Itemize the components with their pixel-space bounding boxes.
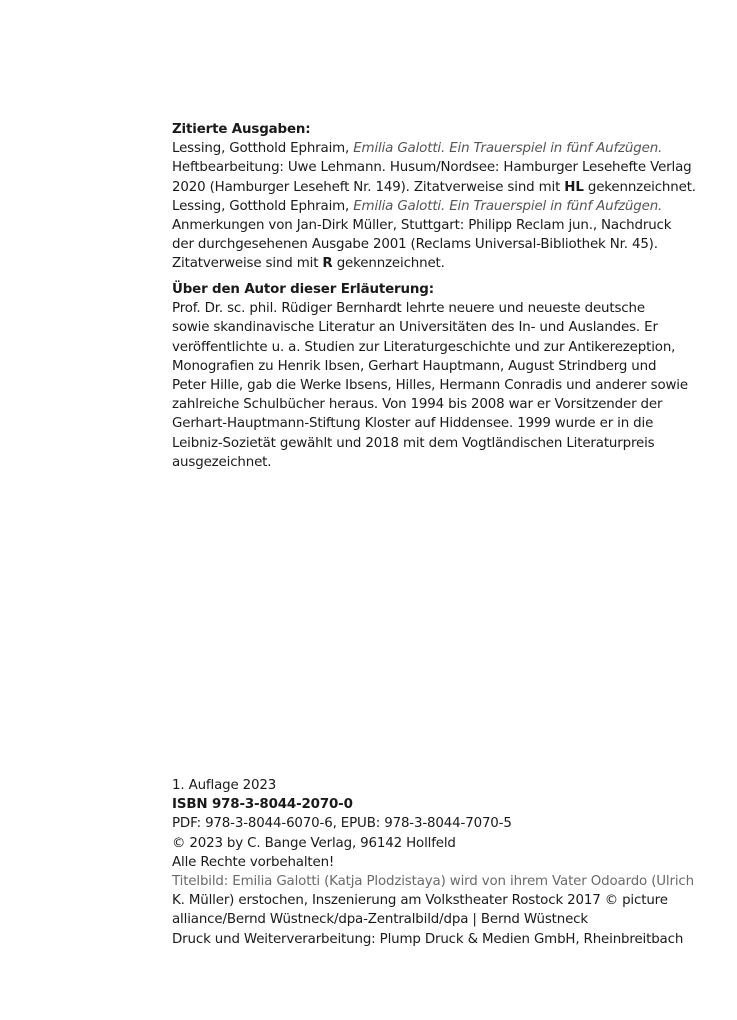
about-author-heading: Über den Autor dieser Erläuterung: bbox=[172, 282, 434, 297]
author-bio-line: Monografien zu Henrik Ibsen, Gerhart Hauptmann, August Strindberg und bbox=[172, 358, 657, 374]
citation-2-code: R bbox=[322, 256, 333, 272]
author-bio-line: Peter Hille, gab die Werke Ibsens, Hilles, Hermann Conradis und anderer sowie bbox=[172, 378, 688, 394]
about-author-section bbox=[172, 280, 692, 472]
citation-2-title: Emilia Galotti. Ein Trauerspiel in fünf Aufzügen. bbox=[353, 198, 663, 214]
citation-1-line-1 bbox=[172, 139, 692, 158]
author-bio-line: zahlreiche Schulbücher heraus. Von 1994 bis 2008 war er Vorsitzender der bbox=[172, 397, 663, 413]
citation-2-note-post: gekennzeichnet. bbox=[332, 256, 445, 272]
citation-1-note-post: gekennzeichnet. bbox=[583, 179, 696, 195]
cover-credit-line: alliance/Bernd Wüstneck/dpa-Zentralbild/dpa | Bernd Wüstneck bbox=[172, 912, 588, 928]
author-bio-line: ausgezeichnet. bbox=[172, 454, 272, 470]
cover-credit-line: Titelbild: Emilia Galotti (Katja Plodzistaya) wird von ihrem Vater Odoardo (Ulrich bbox=[172, 874, 694, 890]
citation-1-title: Emilia Galotti. Ein Trauerspiel in fünf Aufzügen. bbox=[353, 141, 663, 157]
cited-editions-heading: Zitierte Ausgaben: bbox=[172, 122, 311, 137]
author-bio-line: veröffentlichte u. a. Studien zur Literaturgeschichte und zur Antikerezeption, bbox=[172, 339, 676, 355]
cover-credit-line: K. Müller) erstochen, Inszenierung am Volkstheater Rostock 2017 © picture bbox=[172, 893, 668, 909]
citation-1-author: Lessing, Gotthold Ephraim, bbox=[172, 141, 354, 157]
citation-2-line-3: der durchgesehenen Ausgabe 2001 (Reclams Universal-Bibliothek Nr. 45). bbox=[172, 237, 658, 253]
imprint-section bbox=[172, 776, 692, 949]
ebook-isbn-line: PDF: 978-3-8044-6070-6, EPUB: 978-3-8044-7070-5 bbox=[172, 816, 512, 832]
citation-2-line-4 bbox=[172, 254, 692, 273]
edition-line: 1. Auflage 2023 bbox=[172, 778, 277, 793]
citation-2-line-2: Anmerkungen von Jan-Dirk Müller, Stuttgart: Philipp Reclam jun., Nachdruck bbox=[172, 218, 672, 234]
citation-2-note-pre: Zitatverweise sind mit bbox=[172, 256, 323, 272]
citation-1-note-pre: 2020 (Hamburger Leseheft Nr. 149). Zitatverweise sind mit bbox=[172, 179, 565, 195]
citation-1-line-3 bbox=[172, 178, 696, 197]
author-bio-line: Gerhart-Hauptmann-Stiftung Kloster auf Hiddensee. 1999 wurde er in die bbox=[172, 416, 654, 432]
author-bio-line: Leibniz-Sozietät gewählt und 2018 mit dem Vogtländischen Literaturpreis bbox=[172, 435, 655, 451]
rights-line: Alle Rechte vorbehalten! bbox=[172, 854, 335, 870]
citation-1-code: HL bbox=[564, 179, 584, 195]
citation-2-line-1 bbox=[172, 197, 692, 216]
isbn-line: ISBN 978-3-8044-2070-0 bbox=[172, 797, 353, 813]
author-bio-line: sowie skandinavische Literatur an Universitäten des In- und Auslandes. Er bbox=[172, 320, 658, 336]
copyright-line: © 2023 by C. Bange Verlag, 96142 Hollfeld bbox=[172, 835, 456, 851]
citation-1-line-2: Heftbearbeitung: Uwe Lehmann. Husum/Nordsee: Hamburger Lesehefte Verlag bbox=[172, 160, 692, 176]
printer-line: Druck und Weiterverarbeitung: Plump Druck & Medien GmbH, Rheinbreitbach bbox=[172, 931, 684, 947]
cited-editions-section bbox=[172, 120, 696, 274]
citation-2-author: Lessing, Gotthold Ephraim, bbox=[172, 198, 354, 214]
author-bio-line: Prof. Dr. sc. phil. Rüdiger Bernhardt lehrte neuere und neueste deutsche bbox=[172, 301, 645, 317]
